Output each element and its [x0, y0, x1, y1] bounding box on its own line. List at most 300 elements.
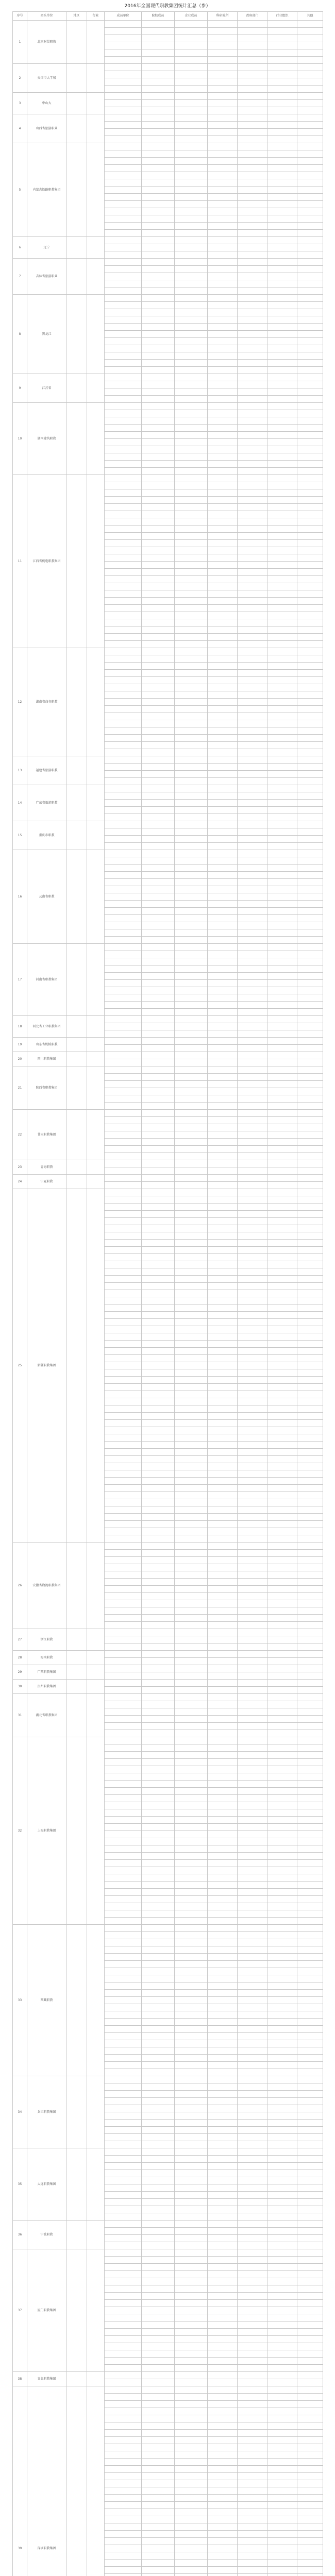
table-cell [297, 2278, 323, 2285]
table-cell [142, 2531, 175, 2538]
table-cell [175, 388, 208, 396]
table-cell [175, 1341, 208, 1348]
table-cell [267, 778, 297, 785]
table-cell [142, 1766, 175, 1773]
table-cell [208, 1600, 238, 1607]
table-cell [105, 778, 142, 785]
group-industry [87, 2386, 105, 2576]
table-cell [142, 648, 175, 655]
group-industry [87, 1038, 105, 1052]
table-cell [175, 1946, 208, 1954]
table-cell [105, 1615, 142, 1622]
table-cell [175, 1824, 208, 1831]
table-cell [297, 1543, 323, 1550]
table-cell [238, 699, 267, 706]
table-cell [297, 338, 323, 345]
table-cell [297, 172, 323, 179]
table-cell [175, 1167, 208, 1175]
table-cell [238, 417, 267, 425]
table-cell [267, 1088, 297, 1095]
table-cell [208, 1918, 238, 1925]
table-cell [175, 2509, 208, 2516]
table-cell [267, 1377, 297, 1384]
table-cell [142, 965, 175, 973]
table-cell [267, 1867, 297, 1874]
table-cell [238, 634, 267, 641]
table-cell [105, 720, 142, 727]
table-cell [142, 2163, 175, 2170]
table-cell [208, 843, 238, 850]
table-cell [297, 958, 323, 965]
table-cell [105, 1716, 142, 1723]
table-cell [267, 1521, 297, 1528]
table-cell [105, 360, 142, 367]
table-cell [142, 619, 175, 626]
table-cell [142, 2192, 175, 2199]
table-cell [142, 1384, 175, 1391]
table-cell [267, 641, 297, 648]
table-cell [142, 526, 175, 533]
table-cell [105, 2062, 142, 2069]
table-cell [208, 2394, 238, 2401]
table-cell [175, 901, 208, 908]
group-region [66, 64, 87, 93]
table-row [13, 756, 323, 764]
group-name: 江苏省 [27, 374, 66, 403]
table-cell [175, 2545, 208, 2552]
table-cell [238, 2379, 267, 2386]
table-cell [238, 2156, 267, 2163]
table-cell [238, 201, 267, 208]
table-cell [105, 1860, 142, 1867]
table-cell [267, 114, 297, 122]
table-cell [297, 1781, 323, 1788]
table-cell [238, 1297, 267, 1304]
table-cell [175, 2437, 208, 2444]
table-cell [208, 230, 238, 237]
table-cell [175, 2177, 208, 2184]
table-cell [267, 749, 297, 756]
group-industry [87, 850, 105, 944]
table-cell [142, 1405, 175, 1413]
table-cell [238, 2343, 267, 2350]
table-cell [208, 2206, 238, 2213]
table-cell [267, 1882, 297, 1889]
table-cell [238, 1009, 267, 1016]
table-cell [238, 1968, 267, 1975]
table-cell [105, 655, 142, 663]
table-cell [105, 1204, 142, 1211]
table-cell [208, 468, 238, 475]
table-cell [105, 194, 142, 201]
table-cell [297, 114, 323, 122]
table-cell [297, 915, 323, 922]
table-cell [142, 489, 175, 497]
table-cell [142, 316, 175, 324]
table-cell [208, 1420, 238, 1427]
table-cell [142, 598, 175, 605]
table-cell [142, 1204, 175, 1211]
group-industry [87, 1543, 105, 1629]
table-cell [238, 2437, 267, 2444]
table-cell [208, 2264, 238, 2271]
table-cell [142, 2184, 175, 2192]
group-region [66, 1737, 87, 1925]
table-cell [238, 1809, 267, 1817]
table-cell [105, 396, 142, 403]
table-cell [105, 504, 142, 511]
table-cell [142, 2523, 175, 2531]
table-cell [208, 576, 238, 583]
table-cell [238, 2314, 267, 2321]
table-cell [208, 1254, 238, 1261]
table-cell [267, 1196, 297, 1204]
table-cell [175, 86, 208, 93]
table-cell [105, 208, 142, 215]
table-cell [105, 872, 142, 879]
table-cell [297, 1492, 323, 1499]
group-industry [87, 1629, 105, 1651]
table-row [13, 93, 323, 100]
group-name: 贵州职教集团 [27, 1680, 66, 1694]
table-cell [142, 1716, 175, 1723]
table-cell [175, 1694, 208, 1701]
table-cell [267, 994, 297, 1002]
table-cell [267, 1348, 297, 1355]
table-cell [238, 1607, 267, 1615]
table-cell [297, 21, 323, 28]
group-number: 3 [13, 93, 27, 114]
table-cell [142, 331, 175, 338]
table-cell [238, 1362, 267, 1369]
table-cell [297, 1557, 323, 1564]
table-cell [105, 446, 142, 453]
table-cell [267, 2386, 297, 2394]
table-cell [175, 2278, 208, 2285]
table-cell [105, 2430, 142, 2437]
table-cell [297, 1276, 323, 1283]
table-cell [238, 273, 267, 280]
table-cell [208, 1398, 238, 1405]
table-cell [105, 302, 142, 309]
table-cell [208, 1982, 238, 1990]
table-cell [208, 590, 238, 598]
table-cell [297, 764, 323, 771]
table-cell [297, 850, 323, 857]
table-cell [105, 388, 142, 396]
table-cell [238, 2141, 267, 2148]
table-cell [267, 1932, 297, 1939]
table-cell [267, 1795, 297, 1802]
group-region [66, 1651, 87, 1665]
table-cell [208, 1348, 238, 1355]
table-row [13, 1543, 323, 1550]
table-cell [297, 2495, 323, 2502]
table-cell [238, 2430, 267, 2437]
table-cell [238, 57, 267, 64]
table-cell [105, 1333, 142, 1341]
table-cell [297, 2293, 323, 2300]
table-cell [238, 2307, 267, 2314]
table-cell [175, 100, 208, 107]
table-cell [142, 2314, 175, 2321]
table-cell [267, 71, 297, 78]
table-cell [238, 785, 267, 792]
table-cell [208, 143, 238, 150]
table-cell [208, 2293, 238, 2300]
table-cell [267, 1038, 297, 1045]
table-cell [238, 2069, 267, 2076]
table-cell [175, 1146, 208, 1153]
group-number: 27 [13, 1629, 27, 1651]
table-cell [297, 287, 323, 295]
table-cell [297, 2459, 323, 2466]
table-cell [142, 1398, 175, 1405]
table-cell [297, 2372, 323, 2379]
table-cell [238, 1824, 267, 1831]
table-cell [297, 2567, 323, 2574]
table-cell [238, 1910, 267, 1918]
table-cell [267, 626, 297, 634]
table-cell [142, 295, 175, 302]
table-cell [267, 598, 297, 605]
group-industry [87, 648, 105, 756]
table-cell [175, 850, 208, 857]
table-cell [105, 2069, 142, 2076]
table-cell [175, 21, 208, 28]
table-cell [175, 1643, 208, 1651]
table-cell [238, 540, 267, 547]
table-cell [142, 1579, 175, 1586]
table-cell [238, 446, 267, 453]
table-cell [175, 374, 208, 381]
table-cell [238, 1701, 267, 1708]
table-cell [297, 756, 323, 764]
table-cell [267, 1182, 297, 1189]
table-cell [297, 1643, 323, 1651]
group-name: 浙江职教 [27, 1629, 66, 1651]
table-cell [267, 684, 297, 691]
table-cell [267, 187, 297, 194]
table-cell [208, 915, 238, 922]
table-cell [238, 2177, 267, 2184]
table-cell [297, 1708, 323, 1716]
table-cell [238, 1615, 267, 1622]
table-cell [175, 2120, 208, 2127]
table-cell [297, 1918, 323, 1925]
table-cell [238, 1882, 267, 1889]
table-cell [267, 2394, 297, 2401]
table-cell [142, 908, 175, 915]
table-cell [208, 439, 238, 446]
table-cell [267, 1110, 297, 1117]
table-cell [142, 1369, 175, 1377]
table-cell [267, 1853, 297, 1860]
table-cell [267, 165, 297, 172]
table-cell [297, 251, 323, 259]
table-cell [208, 1824, 238, 1831]
table-cell [238, 93, 267, 100]
table-cell [208, 814, 238, 821]
table-row [13, 2249, 323, 2257]
table-cell [208, 1557, 238, 1564]
table-cell [142, 1038, 175, 1045]
table-cell [267, 1232, 297, 1240]
table-cell [105, 1276, 142, 1283]
table-cell [267, 497, 297, 504]
table-cell [238, 223, 267, 230]
table-cell [238, 78, 267, 86]
table-cell [142, 1290, 175, 1297]
table-cell [105, 1535, 142, 1543]
table-cell [208, 1449, 238, 1456]
table-cell [105, 280, 142, 287]
table-cell [297, 2069, 323, 2076]
table-cell [105, 1413, 142, 1420]
table-cell [238, 475, 267, 482]
table-cell [238, 2055, 267, 2062]
table-cell [175, 2112, 208, 2120]
table-cell [105, 1362, 142, 1369]
table-cell [105, 1889, 142, 1896]
table-cell [175, 2415, 208, 2422]
table-cell [238, 2091, 267, 2098]
group-name: 北京财贸职教 [27, 21, 66, 64]
table-cell [208, 1456, 238, 1463]
table-cell [238, 2386, 267, 2394]
table-cell [105, 2076, 142, 2083]
table-cell [105, 42, 142, 49]
table-cell [142, 843, 175, 850]
table-cell [238, 1766, 267, 1773]
table-cell [208, 1232, 238, 1240]
table-cell [208, 57, 238, 64]
table-cell [238, 64, 267, 71]
table-cell [142, 172, 175, 179]
table-cell [267, 324, 297, 331]
table-cell [267, 2062, 297, 2069]
table-cell [238, 1708, 267, 1716]
table-cell [238, 598, 267, 605]
table-cell [267, 576, 297, 583]
table-cell [297, 1449, 323, 1456]
table-row [13, 21, 323, 28]
table-cell [267, 1939, 297, 1946]
table-cell [208, 1831, 238, 1838]
table-cell [267, 2314, 297, 2321]
table-cell [238, 1153, 267, 1160]
table-cell [297, 2047, 323, 2055]
table-cell [238, 1672, 267, 1680]
table-cell [105, 287, 142, 295]
table-cell [105, 1167, 142, 1175]
table-cell [142, 1081, 175, 1088]
table-cell [175, 1456, 208, 1463]
table-cell [142, 1571, 175, 1579]
table-cell [208, 691, 238, 699]
table-cell [208, 2033, 238, 2040]
table-cell [238, 143, 267, 150]
table-cell [267, 893, 297, 901]
table-cell [175, 1095, 208, 1103]
table-cell [267, 280, 297, 287]
group-name: 甘肃职教集团 [27, 1110, 66, 1160]
table-cell [238, 1369, 267, 1377]
table-cell [175, 1831, 208, 1838]
table-cell [208, 2495, 238, 2502]
table-cell [208, 1860, 238, 1867]
table-cell [267, 2091, 297, 2098]
table-cell [238, 251, 267, 259]
table-cell [208, 1211, 238, 1218]
table-cell [208, 1189, 238, 1196]
table-cell [238, 886, 267, 893]
table-cell [175, 1882, 208, 1889]
group-number: 35 [13, 2148, 27, 2221]
table-cell [267, 482, 297, 489]
table-cell [297, 2560, 323, 2567]
table-cell [142, 2055, 175, 2062]
table-cell [208, 1499, 238, 1506]
table-cell [175, 713, 208, 720]
table-cell [105, 403, 142, 410]
table-cell [208, 1752, 238, 1759]
table-cell [175, 1384, 208, 1391]
table-cell [238, 2257, 267, 2264]
table-cell [142, 756, 175, 764]
table-row [13, 1175, 323, 1182]
table-cell [238, 2422, 267, 2430]
table-cell [267, 958, 297, 965]
table-cell [142, 915, 175, 922]
table-cell [175, 208, 208, 215]
table-cell [238, 1954, 267, 1961]
table-cell [297, 1290, 323, 1297]
table-cell [208, 1593, 238, 1600]
group-number: 23 [13, 1160, 27, 1175]
table-cell [267, 316, 297, 324]
table-cell [238, 547, 267, 554]
table-cell [297, 215, 323, 223]
table-cell [175, 1175, 208, 1182]
table-cell [267, 1276, 297, 1283]
table-cell [175, 1240, 208, 1247]
table-cell [142, 1781, 175, 1788]
table-cell [267, 1139, 297, 1146]
table-cell [267, 2156, 297, 2163]
table-cell [105, 648, 142, 655]
table-cell [297, 1593, 323, 1600]
table-cell [105, 973, 142, 980]
table-cell [208, 1110, 238, 1117]
group-region [66, 1066, 87, 1110]
table-cell [142, 2300, 175, 2307]
table-cell [175, 295, 208, 302]
table-cell [238, 1550, 267, 1557]
table-cell [267, 1117, 297, 1124]
table-cell [105, 78, 142, 86]
table-cell [297, 1139, 323, 1146]
table-cell [105, 2033, 142, 2040]
table-cell [105, 1629, 142, 1636]
table-cell [238, 872, 267, 879]
table-cell [105, 2394, 142, 2401]
table-cell [105, 1304, 142, 1312]
table-cell [297, 230, 323, 237]
table-cell [175, 2473, 208, 2480]
table-cell [175, 425, 208, 432]
table-cell [238, 1506, 267, 1514]
